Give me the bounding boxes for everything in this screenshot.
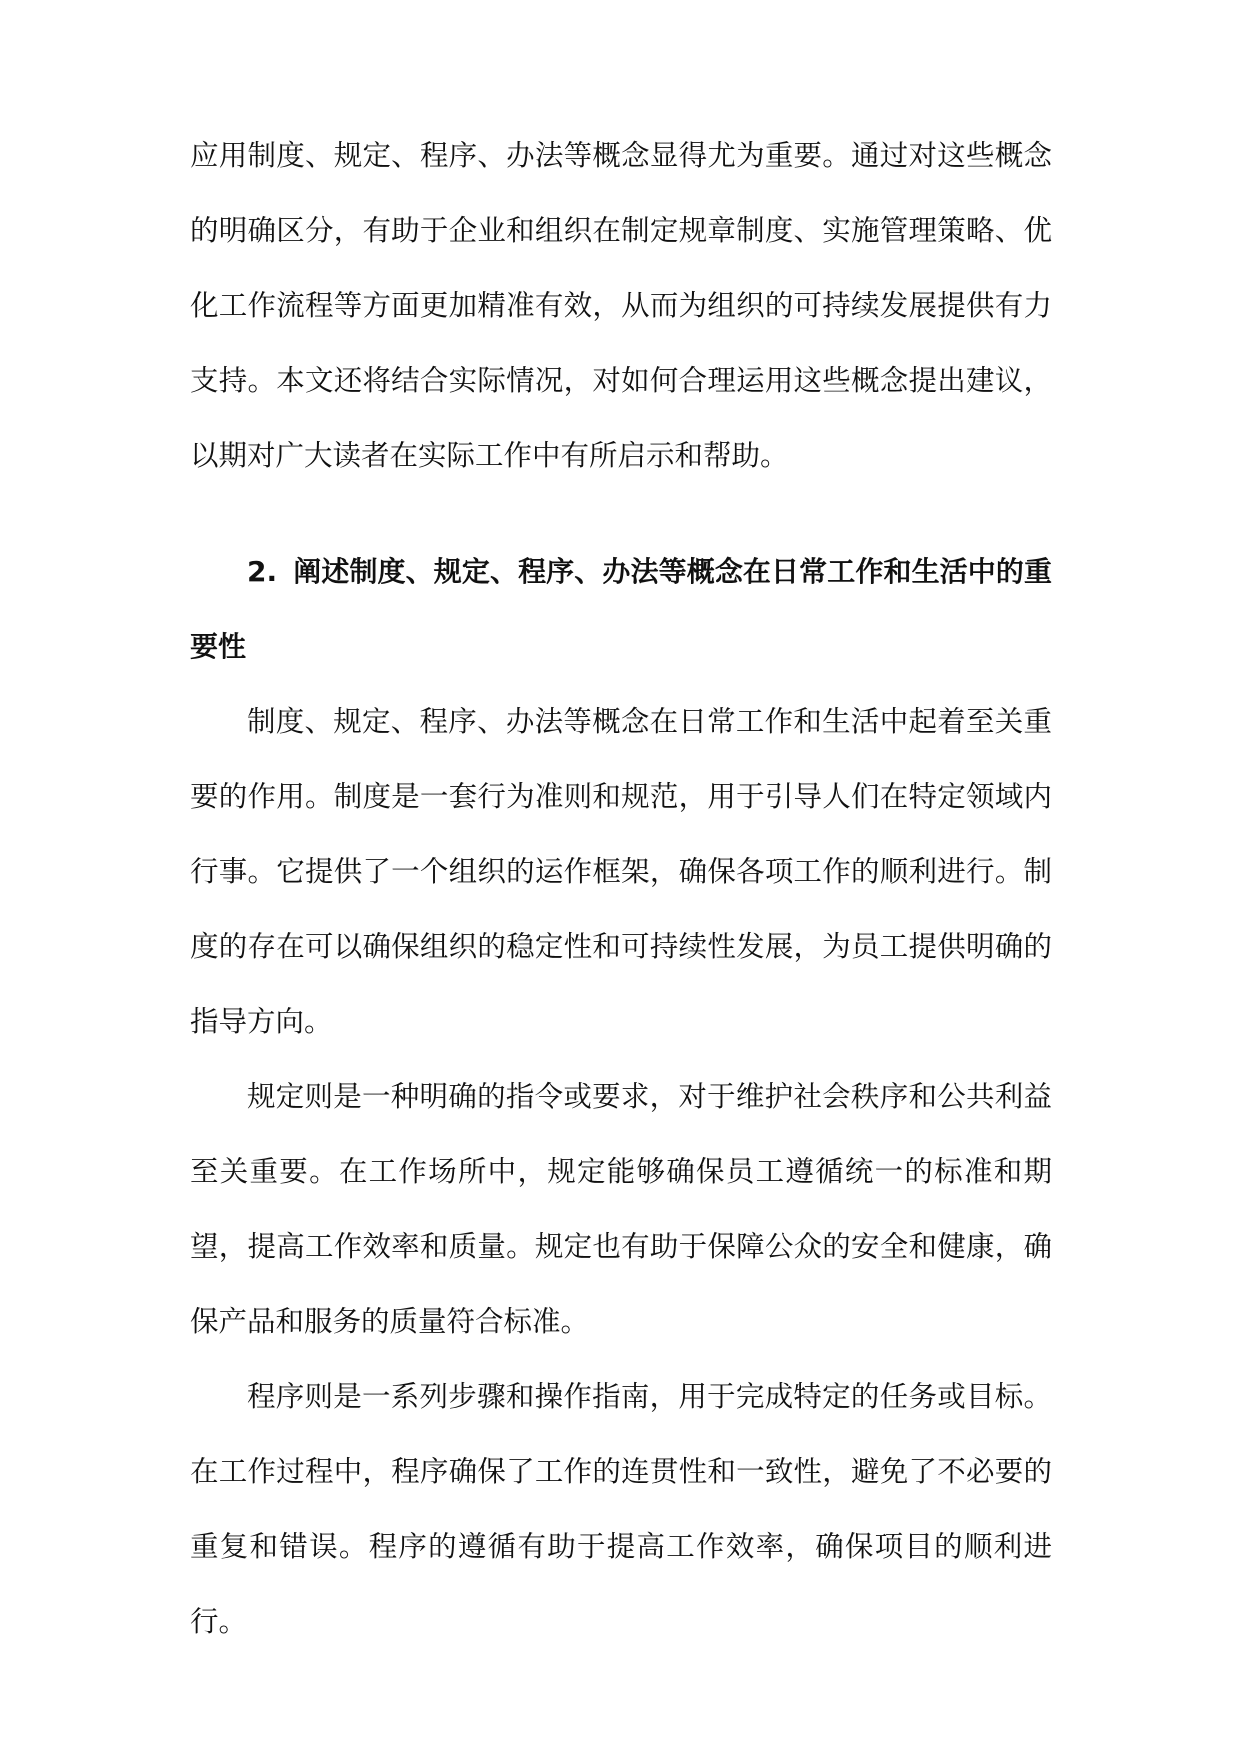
body-paragraph-1: 制度、规定、程序、办法等概念在日常工作和生活中起着至关重要的作用。制度是一套行为准则和规范，用于引导人们在特定领域内行事。它提供了一个组织的运作框架，确保各项工作的顺利进行。制度的存在可以确保组织的稳定性和可持续性发展，为员工提供明确的指导方向。 — [190, 705, 1052, 1038]
document-page — [190, 118, 1052, 1659]
section-heading — [190, 534, 1052, 684]
section-number: 2. — [247, 555, 278, 588]
intro-paragraph: 应用制度、规定、程序、办法等概念显得尤为重要。通过对这些概念的明确区分，有助于企业和组织在制定规章制度、实施管理策略、优化工作流程等方面更加精准有效，从而为组织的可持续发展提供有力支持。本文还将结合实际情况，对如何合理运用这些概念提出建议，以期对广大读者在实际工作中有所启示和帮助。 — [190, 139, 1052, 472]
section-title: 阐述制度、规定、程序、办法等概念在日常工作和生活中的重要性 — [190, 555, 1052, 663]
body-paragraph-3: 程序则是一系列步骤和操作指南，用于完成特定的任务或目标。在工作过程中，程序确保了工作的连贯性和一致性，避免了不必要的重复和错误。程序的遵循有助于提高工作效率，确保项目的顺利进行。 — [190, 1380, 1052, 1638]
body-paragraph-2: 规定则是一种明确的指令或要求，对于维护社会秩序和公共利益至关重要。在工作场所中，规定能够确保员工遵循统一的标准和期望，提高工作效率和质量。规定也有助于保障公众的安全和健康，确保产品和服务的质量符合标准。 — [190, 1080, 1052, 1338]
